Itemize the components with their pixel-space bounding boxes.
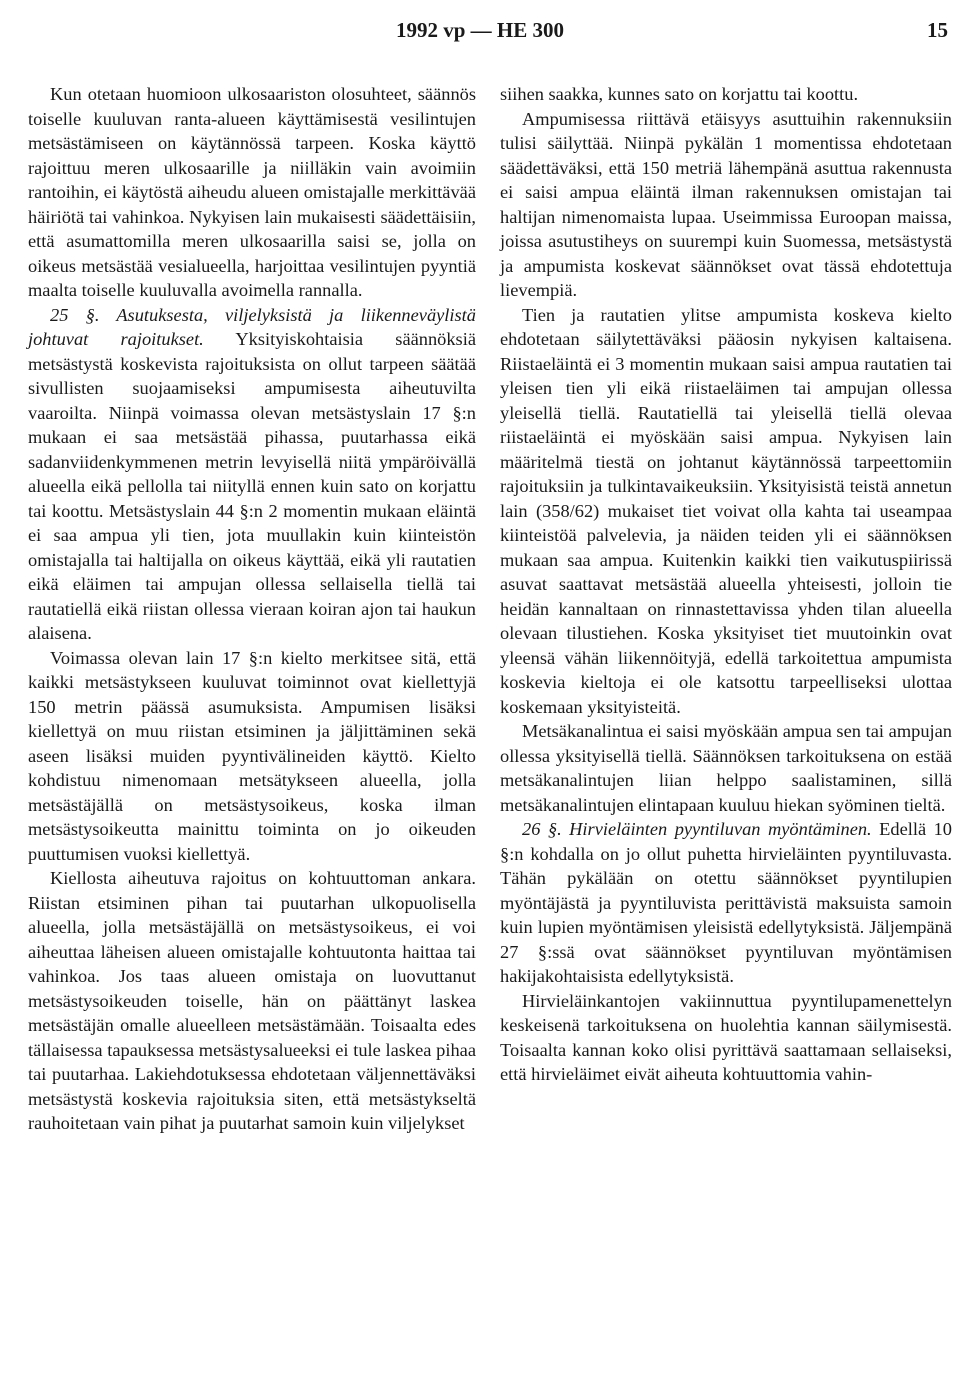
paragraph: Metsäkanalintua ei saisi myöskään ampua sen tai ampujan ollessa yksityisellä tiellä. Säännöksen tarkoituksena on estää metsäkanalintujen liian helppo saalistaminen, sillä metsäkanalintujen elintapaan kuuluu hiekan syöminen tieltä. <box>500 721 952 815</box>
section-paragraph <box>500 817 952 989</box>
paragraph: Kun otetaan huomioon ulkosaariston olosuhteet, säännös toiselle kuuluvan ranta-alueen käyttämisestä vesilintujen metsästämiseen on käytännössä tarpeen. Koska käyttö rajoittuu meren ulkosaarille ja niilläkin vain avoimiin rantoihin, ei käytöstä aiheudu alueen omistajalle merkittävää häiriötä tai vahinkoa. Nykyisen lain mukaisesti säädettäisiin, että asumattomilla meren ulkosaarilla saisi se, jolla on oikeus metsästää vesialueella, harjoittaa vesilintujen pyyntiä maalta toiselle kuuluvalla avoimella rannalla. <box>28 84 476 300</box>
paragraph: Hirvieläinkantojen vakiinnuttua pyyntilupamenettelyn keskeisenä tarkoituksena on huolehtia kannan säilymisestä. Toisaalta kannan koko olisi pyrittävä saattamaan sellaiseksi, että hirvieläimet eivät aiheuta kohtuuttomia vahin- <box>500 990 952 1084</box>
right-column <box>500 82 952 1087</box>
section-paragraph <box>28 303 476 646</box>
section-body: Edellä 10 §:n kohdalla on jo ollut puhetta hirvieläinten pyyntiluvasta. Tähän pykälään on otettu säännökset pyyntilupien myöntäjästä ja pyyntiluvista perittävistä maksuista samoin kuin lupien myöntämisen yleisistä edellytyksistä. Jäljempänä 27 §:ssä ovat säännökset pyyntiluvan myöntämisen hakijakohtaisista edellytyksistä. <box>500 819 953 986</box>
section-heading: 25 §. Asutuksesta, viljelyksistä ja liikenneväylistä johtuvat rajoitukset. <box>28 304 476 349</box>
paragraph: Tien ja rautatien ylitse ampumista koskeva kielto ehdotetaan säilytettäväksi pääosin nykyisen kaltaisena. Riistaeläintä ei 3 momentin mukaan saisi ampua rautatien tai yleisen tien yli eikä riistaeläimen tai ampujan ollessa yleisellä tiellä. Rautatiellä tai yleisellä tiellä olevaa riistaeläintä ei myöskään saisi ampua. Nykyisen lain määritelmä tiestä on johtanut käytännössä tarpeettomiin rajoituksiin ja tulkintavaikeuksiin. Yksityisistä teistä annetun lain (358/62) mukaiset tiet voivat olla kahta tai useampaa kiinteistöä palvelevia, ja näiden teiden yli ei säännöksen mukaan saa ampua. Kuitenkin kaikki tien vaikutuspiirissä asuvat saattavat metsästää alueella yhteisesti, jolloin tie heidän kannaltaan on rinnastettavissa yhden tilan alueella olevaan tilustiehen. Koska yksityiset tiet muutoinkin ovat yleensä vähän liikennöityjä, edellä tarkoitettua ampumista koskevia kieltoja ei ole katsottu tarpeelliseksi ulottaa koskemaan yksityisteitä. <box>500 304 952 717</box>
paragraph: Ampumisessa riittävä etäisyys asuttuihin rakennuksiin tulisi säilyttää. Niinpä pykälän 1 momentissa ehdotetaan säädettäväksi, että 150 metriä lähempänä asuttua rakennusta ei saisi ampua eläintä ilman rakennuksen omistajan tai haltijan nimenomaista lupaa. Useimmissa Euroopan maissa, joissa asutustiheys on suurempi kuin Suomessa, metsästystä ja ampumista koskevat säännökset ovat tässä ehdotettuja lievempiä. <box>500 108 952 300</box>
page-header <box>0 18 960 52</box>
section-heading: 26 §. Hirvieläinten pyyntiluvan myöntäminen. <box>522 819 872 839</box>
paragraph: siihen saakka, kunnes sato on korjattu tai koottu. <box>500 84 859 104</box>
paragraph: Kiellosta aiheutuva rajoitus on kohtuuttoman ankara. Riistan etsiminen pihan tai puutarhan ulkopuolisella alueella, jolla metsästäjällä on metsästysoikeus, ei voi aiheuttaa läheisen alueen omistajalle kohtuutonta haittaa tai vahinkoa. Jos taas alueen omistaja on luovuttanut metsästysoikeuden toiselle, hän on päättänyt laskea metsästäjän omalle alueelleen metsästämään. Toisaalta edes tällaisessa tapauksessa metsästysalueeksi ei tule laskea pihaa tai puutarhaa. Lakiehdotuksessa ehdotetaan väljennettäväksi metsästystä koskevia rajoituksia siten, että metsästykseltä rauhoitetaan vain pihat ja puutarhat samoin kuin viljelykset <box>28 868 476 1133</box>
page-number: 15 <box>927 18 948 42</box>
section-body: Yksityiskohtaisia säännöksiä metsästystä koskevista rajoituksista on ollut tarpeen säätää sivullisten suojaamiseksi ampumisesta aiheutuvilta vaaroilta. Niinpä voimassa olevan metsästyslain 17 §:n mukaan ei saa metsästää pihassa, puutarhassa eikä sadanviidenkymmenen metrin levyisellä niitä ympäröivällä alueella eikä pellolla tai niityllä ennen kuin sato on korjattu tai koottu. Metsästyslain 44 §:n 2 momentin mukaan eläintä ei saa ampua yli tien, jota muullakin kuin kiinteistön omistajalla tai haltijalla on oikeus käyttää, eikä yli rautatien eikä eläimen tai ampujan ollessa sellaisella tiellä tai rautatiellä eikä riistan ollessa vieraan koiran ajon tai haukun alaisena. <box>28 329 476 643</box>
paragraph: Voimassa olevan lain 17 §:n kielto merkitsee sitä, että kaikki metsästykseen kuuluvat toiminnot ovat kiellettyjä 150 metrin päässä asumuksista. Ampumisen lisäksi kiellettyä on muu riistan etsiminen ja jäljittäminen sekä aseen lisäksi muiden pyyntivälineiden käyttö. Kielto kohdistuu nimenomaan metsätykseen alueella, jolla metsästäjällä on metsästysoikeus, koska ilman metsästysoikeutta mainittu toiminta on jo oikeuden puuttumisen vuoksi kiellettyä. <box>28 647 476 864</box>
left-column <box>28 82 476 1136</box>
header-title: 1992 vp — HE 300 <box>395 18 565 42</box>
